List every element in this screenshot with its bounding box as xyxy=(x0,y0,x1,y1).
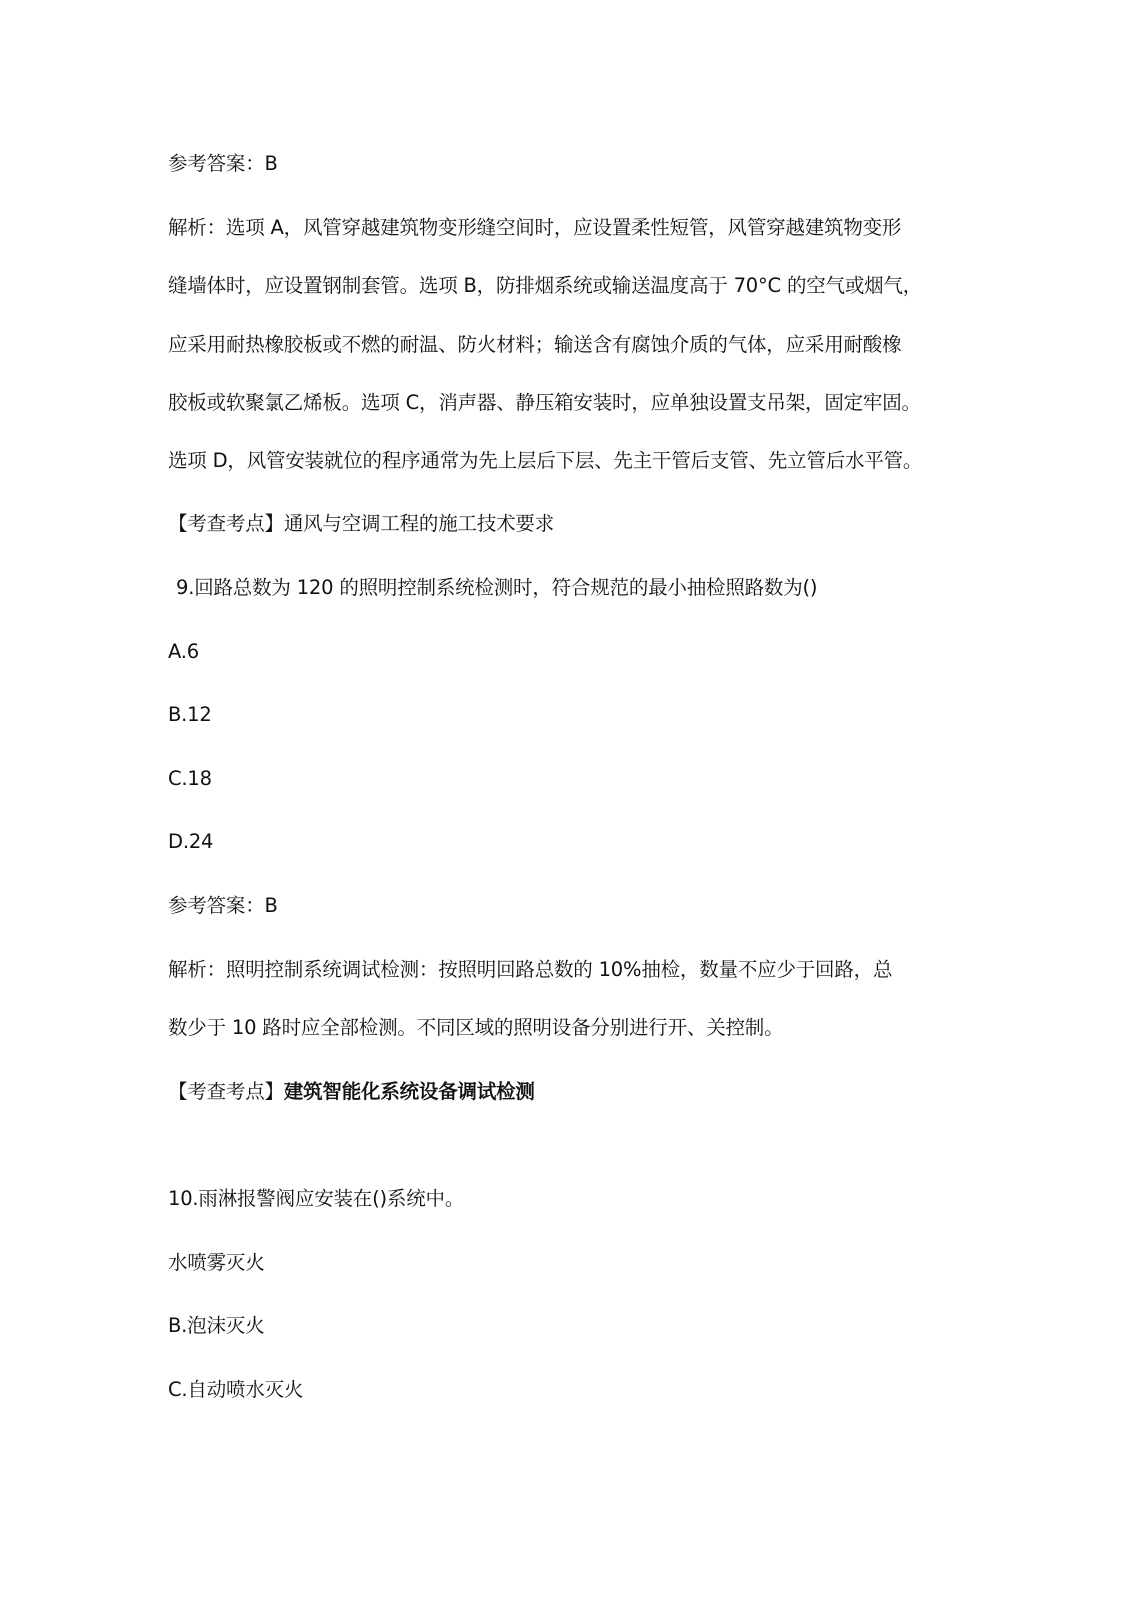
q8-topic xyxy=(168,510,554,538)
q10-option-b: B.泡沫灭火 xyxy=(168,1314,265,1337)
q10-question: 10.雨淋报警阀应安装在()系统中。 xyxy=(168,1187,465,1210)
q9-topic-prefix: 【考查考点】 xyxy=(168,1080,284,1103)
q9-option-a: A.6 xyxy=(168,640,200,663)
q8-analysis-line: 应采用耐热橡胶板或不燃的耐温、防火材料；输送含有腐蚀介质的气体，应采用耐酸橡 xyxy=(168,333,902,356)
q8-topic-text: 通风与空调工程的施工技术要求 xyxy=(283,512,555,535)
q9-option-d: D.24 xyxy=(168,830,214,853)
q9-topic xyxy=(168,1078,535,1106)
q9-option-c: C.18 xyxy=(168,767,212,790)
q9-topic-text: 建筑智能化系统设备调试检测 xyxy=(283,1080,535,1103)
q8-analysis-line: 缝墙体时，应设置钢制套管。选项 B，防排烟系统或输送温度高于 70°C 的空气或烟气， xyxy=(168,274,923,297)
q8-analysis-line: 解析：选项 A，风管穿越建筑物变形缝空间时，应设置柔性短管，风管穿越建筑物变形 xyxy=(168,216,902,239)
q9-analysis-line: 数少于 10 路时应全部检测。不同区域的照明设备分别进行开、关控制。 xyxy=(168,1016,784,1039)
q8-topic-prefix: 【考查考点】 xyxy=(168,512,284,535)
q9-answer: 参考答案：B xyxy=(168,894,278,917)
q9-analysis-line: 解析：照明控制系统调试检测：按照明回路总数的 10%抽检，数量不应少于回路，总 xyxy=(168,958,893,981)
q9-option-b: B.12 xyxy=(168,703,212,726)
q9-question: 9.回路总数为 120 的照明控制系统检测时，符合规范的最小抽检照路数为() xyxy=(176,576,818,599)
q10-option-c: C.自动喷水灭火 xyxy=(168,1378,304,1401)
q8-answer: 参考答案：B xyxy=(168,152,278,175)
q8-analysis-line: 胶板或软聚氯乙烯板。选项 C，消声器、静压箱安装时，应单独设置支吊架，固定牢固。 xyxy=(168,391,921,414)
q10-option-a: 水喷雾灭火 xyxy=(168,1251,265,1274)
q8-analysis-line: 选项 D，风管安装就位的程序通常为先上层后下层、先主干管后支管、先立管后水平管。 xyxy=(168,449,923,472)
